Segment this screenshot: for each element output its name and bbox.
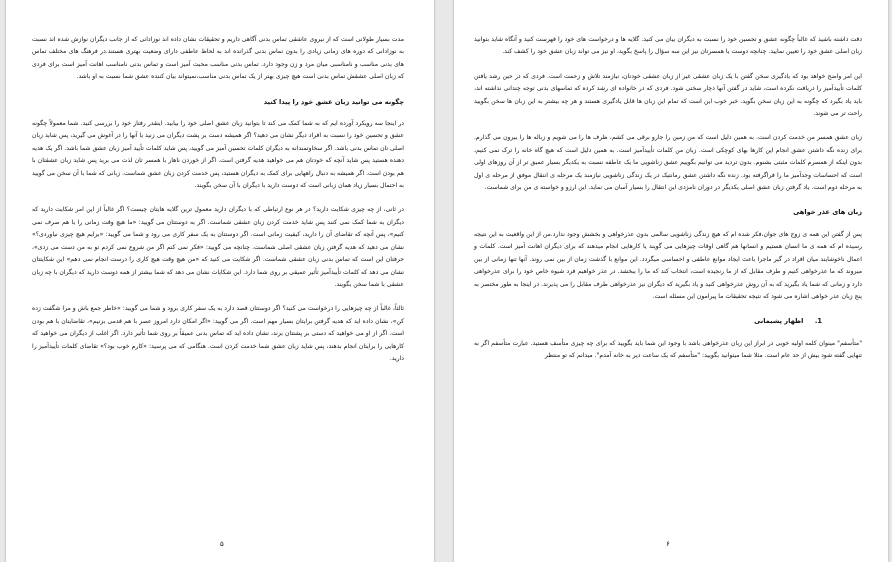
right-paragraph-1: دقت داشته باشید که غالباً چگونه عشق و تحسین خود را نسبت به دیگران بیان می کنید. گلایه ها و درخواست های خود را فهرست کنید و آنگاه شاید بتوانید زبان اصلی عشق خود را تعیین نمایید. چنانچه دوست یا همسرتان نیز این سه سؤال را پاسخ بگوید، او نیز می تواند زبان عشق خود را کشف کند. [474,36,862,56]
left-paragraph-2: در اینجا سه رویکرد آورده ایم که به شما کمک می کند تا بتوانید زبان عشق اصلی خود را بیابید. اینقدر رفتار خود را بررسی کنید. شما معمولاً چگونه عشق و تحسین خود را نسبت به افراد دیگر نشان می دهید؟ اگر همیشه دست بر پشت دیگران می زنید یا آنها را در آغوش می گیرید، پس شاید زبان اصلی تان تماس بدنی باشد. اگر سخاوتمندانه به دیگران کلمات تحسین آمیز می گویید، پس شاید کلمات تأیید آمیز زبان عشق شما باشد. اگر یک هدیه دهنده هستید پس شاید آنچه که خودتان هم می خواهید هدیه گرفتن است. اگر از خوردن ناهار با همسر تان لذت می برید پس شاید زبان عشقتان با هم بودن است. اگر همیشه به دنبال راههایی برای کمک به دیگران هستید، پس خدمت کردن زبان عشق شماست. زبانی که شما با آن سخن می گویید به احتمال بسیار زیاد همان زبانی است که دوست دارید با دیگران با آن سخن بگویند. [32,120,404,190]
right-page-content [474,34,862,375]
right-subheading [474,315,862,327]
left-paragraph-3: در ثانی، از چه چیزی شکایت دارید؟ در هر نوع ارتباطی که با دیگران دارید معمول ترین گلایه هایتان چیست؟ اگر غالباً از این امر شکایت دارید که دیگران به شما کمک نمی کنند پس شاید خدمت کردن زبان عشقی شماست. اگر به دوستتان می گویید: «ما هیچ وقت زمانی را با هم صرف نمی کنیم»، پس آنچه که تقاضای آن را دارید، کیفیت زمانی است. اگر دوستتان به یک سفر کاری می رود و شما می گویید: «برایم هیچ چیزی نیاوردی؟» نشان می دهید که هدیه گرفتن زبان عشقی اصلی شماست. چنانچه می گویید: «فکر نمی کنم اگر من شروع نمی کردم تو به من دست می زدی»، حرفتان این است که تماس بدنی زبان عشقی شماست. اگر شکایت می کنید که «من هیچ وقت هیچ کاری را درست انجام نمی دهم» این شکایتتان نشان می دهد که کلمات تأییدآمیز تأثیر عمیقی بر روی شما دارد. این شکایات نشان می دهد که شما بیشتر از همه دوست دارید که دیگران با چه زبان عشقی با شما سخن بگویند. [32,206,404,288]
right-page [454,0,888,562]
right-subheading-text: اظهار پشیمانی [754,317,804,326]
left-page-content [32,34,404,377]
right-page-number: ۶ [666,540,670,548]
right-paragraph-3: زبان عشق همسر من خدمت کردن است. به همین دلیل است که من زمین را جارو برقی می کشم، ظرف ها را می شویم و زباله ها را بیرون می گذارم. برای زنده نگه داشتن عشق انجام این کارها بهای کوچکی است. زبان من کلمات تأییدآمیز است. به همین دلیل است که هیچ گاه خانه را ترک نمی کنیم، بدون اینکه از همسرم کلمات مثبتی بشنوم. بدون تردید می توانیم بگوییم عشق زناشویی ما یک عاطفه نسبت به یکدیگر بسیار عمیق تر از آن روزهای اولی است که احساسات وجدآمیز ما را فراگرفته بود. زنده نگه داشتن عشق رمانتیک در یک زندگی زناشویی نیازمند یک مرحله ی انتقال موفق از مرحله ی اول به مرحله دوم است. یاد گرفتن زبان عشق اصلی یکدیگر در دوران نامزدی این انتقال را بسیار آسان می نماید. این ارزو و خواسته ی من برای شماست. [474,134,862,192]
right-paragraph-2: این امر واضح خواهد بود که یادگیری سخن گفتن با یک زبان عشقی غیر از زبان عشقی خودتان، نیازمند تلاش و زحمت است. فردی که در حین رشد یافتن کلمات تأییدآمیز را دریافت نکرده است، شاید در گفتن آنها دچار سختی شود. فردی که در خانواده ای رشد کرده که تماسهای بدنی توجه چندانی نداشته اند، باید یاد بگیرد که چگونه به این زبان سخن بگوید. خبر خوب این است که تمام این زبان ها قابل یادگیری هستند و هر چه بیشتر به این زبان ها سخن بگویید راحت تر می شوند. [474,72,862,118]
left-page-number: ۵ [220,540,224,548]
right-paragraph-5: "متأسفم" مینوان کلمه اولیه خوبی در ابراز این زبان عذرخواهی باشد با وجود این شما باید بگویید که برای چه چیزی متأسف هستید. عبارت متأسفم اگر به تنهایی گفته شود بیش از حد عام است. مثلا شما میتوانید بگویید: "متأسفم که یک ساعت دیر به خانه آمدم". میدانم که تو منتظر [474,339,862,360]
right-subheading-number: 1. [814,317,822,326]
left-paragraph-1: مدت بسیار طولانی است که از نیروی عاشقی تماس بدنی آگاهی داریم و تحقیقات نشان داده اند نوزادانی که از جانب دیگران نوازش شده اند نسبت به نوزادانی که دوره های زمانی زیادی را بدون تماس بدنی گذرانده اند به لحاظ عاطفی دارای وضعیت بهتری هستند.در فرهنگ های مختلف تماس های بدنی مناسب و نامناسبی میان مرد و زن وجود دارد. تماس بدنی مناسب محبت آمیز است و تماس بدنی نامناسب اهانت آمیز است برای فردی که زبان اصلی عشقش تماس بدنی است هیچ چیزی بهتر از یک تماس بدنی مناسب،نمیتواند بیان کننده عشق شما نسبت به او باشد. [32,36,404,81]
left-section-heading: چگونه می توانید زبان عشق خود را پیدا کنید [263,97,404,106]
left-page [6,0,434,562]
left-paragraph-4: ثالثاً، غالباً از چه چیزهایی را درخواست می کنید؟ اگر دوستتان قصد دارد به یک سفر کاری برود و شما می گویید: «خاطر جمع باش و مرا شگفت زده کن»، نشان داده اید که هدیه گرفتن برایتان بسیار مهم است. اگر می گویید: «اگر امکان دارد امروز عصر با هم قدمی بزنیم»، تقاضایتان با هم بودن است. اگر از او می خواهید که دستی بر پشتتان بزند، نشان داده اید که تماس بدنی عمیقاً بر روی شما تأثیر دارد. اگر اغلب از دیگران می خواهید که کارهایی را برایتان انجام بدهند، پس شاید زبان عشق شما خدمت کردن است. هنگامی که می پرسید: «کارم خوب بود؟» تقاضای کلمات تأییدآمیز را دارید. [32,305,404,362]
right-section-heading: زبان های عذر خواهی [793,208,862,217]
right-paragraph-4: پس از گفتن این همه ی زوج های جوان،فکر شده ام که هیچ زندگی زناشویی سالمی بدون عذرخواهی و بخشش وجود ندارد.من از این واقعیت به این نتیجه رسیده ام که همه ی ما انسان هستیم و انسانها هم گاهی اوقات چیزهایی می گویند یا کارهایی انجام میدهند که برای دیگران اهانت آمیز است. کلمات و اعمال ناخوشایند میان افراد در گیر ماجرا باعث ایجاد موانع عاطفی و احساسی میگردد. این موانع با گذشت زمان از بین نمی روند. آنها تنها زمانی از بین میروند که ما عذرخواهی کنیم و طرف مقابل که از ما رنجیده است، انتخاب کند که ما را ببخشد. در عذر خواهیم فرد شیوه خاص خود را برای عذرخواهی دارد و زمانی که شما یاد بگیرید که به آن روش عذرخواهی کنید و یاد بگیرید که دیگران نیز عذرخواهی طرف مقابل را می پذیرند. در اینجا به طور مختصر به پنج زبان عذر خواهی اشاره می شود که نتیجه تحقیقات ما پیرامون این مسئله است. [474,230,862,300]
